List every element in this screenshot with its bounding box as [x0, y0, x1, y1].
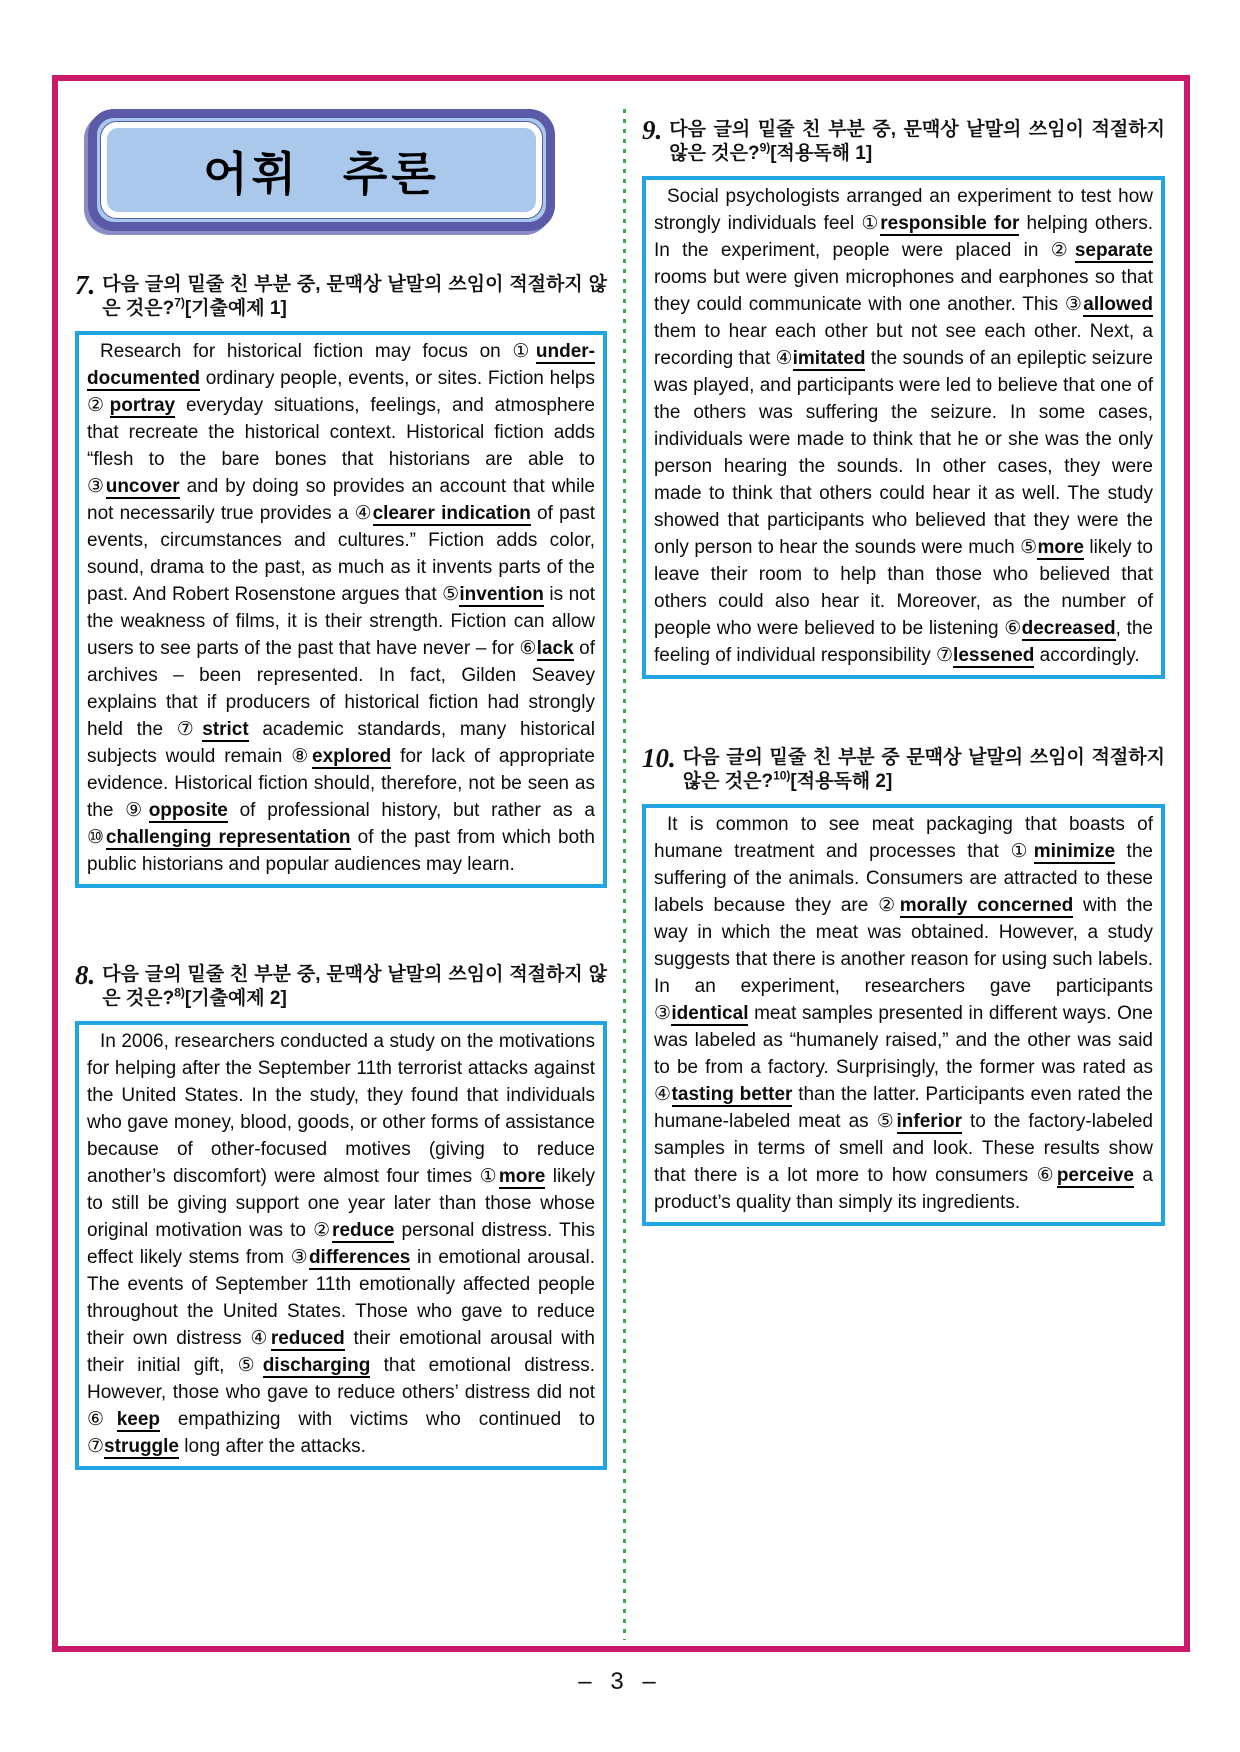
- choice-number: ②: [1050, 240, 1075, 261]
- right-column: [642, 107, 1165, 1226]
- question-9-header: [642, 115, 1165, 166]
- underlined-word: strict: [202, 719, 249, 740]
- question-7-passage-box: [75, 331, 607, 888]
- choice-number: ⑥: [519, 638, 537, 659]
- question-8-prompt: [102, 963, 607, 1011]
- underlined-word: struggle: [104, 1436, 179, 1457]
- choice-number: ③: [87, 476, 106, 497]
- underlined-word: lessened: [953, 645, 1035, 666]
- question-7: [75, 270, 607, 888]
- question-8: [75, 960, 607, 1470]
- choice-number: ②: [878, 895, 900, 916]
- question-8-passage-box: [75, 1021, 607, 1470]
- question-7-header: [75, 270, 607, 321]
- question-7-source-tag: [기출예제 1]: [184, 298, 287, 319]
- question-7-prompt-text: 다음 글의 밑줄 친 부분 중, 문맥상 낱말의 쓰임이 적절하지 않은 것은?: [102, 274, 607, 319]
- question-8-source-tag: [기출예제 2]: [184, 988, 287, 1009]
- section-title-box: [88, 109, 555, 231]
- choice-number: ⑤: [1020, 537, 1038, 558]
- choice-number: ④: [354, 503, 373, 524]
- underlined-word: morally concerned: [899, 895, 1074, 916]
- column-divider: [623, 109, 626, 1640]
- underlined-word: more: [498, 1166, 546, 1187]
- choice-number: ⑧: [291, 746, 313, 767]
- section-title-box-inner: [107, 128, 536, 212]
- question-10: [642, 743, 1165, 1226]
- question-7-passage-text: Research for historical fiction may focus on ①under-documented ordinary people, events, or sites. Fiction helps ②portray everyday situations, feelings, and atmosphere that recreate the historical context. Historical fiction adds “flesh to the bare bones that historians are able to ③uncover and by doing so provides an account that while not necessarily true provides a ④clearer indication of past events, circumstances and cultures.” Fiction adds color, sound, drama to the past, as much as it invents parts of the past. And Robert Rosenstone argues that ⑤invention is not the weakness of films, it is their strength. Fiction can allow users to see parts of the past that have never – for ⑥lack of archives – been represented. In fact, Gilden Seavey explains that if producers of historical fiction had strongly held the ⑦strict academic standards, many historical subjects would remain ⑧explored for lack of appropriate evidence. Historical fiction should, therefore, not be seen as the ⑨opposite of professional history, but rather as a ⑩challenging representation of the past from which both public historians and popular audiences may learn.: [87, 341, 595, 875]
- question-9-passage-box: [642, 176, 1165, 679]
- choice-number: ③: [654, 1003, 672, 1024]
- underlined-word: tasting better: [671, 1084, 793, 1105]
- underlined-word: perceive: [1056, 1165, 1134, 1186]
- question-8-footnote-marker: 8): [174, 985, 185, 1000]
- question-8-passage-text: In 2006, researchers conducted a study on the motivations for helping after the September 11th terrorist attacks against the United States. In the study, they found that individuals who gave money, blood, goods, or other forms of assistance because of other-focused motives (giving to reduce another’s discomfort) were almost four times ①more likely to still be giving support one year later than those whose original motivation was to ②reduce personal distress. This effect likely stems from ③differences in emotional arousal. The events of September 11th emotionally affected people throughout the United States. Those who gave to reduce their own distress ④reduced their emotional arousal with their initial gift, ⑤discharging that emotional distress. However, those who gave to reduce others’ distress did not ⑥keep empathizing with victims who continued to ⑦struggle long after the attacks.: [87, 1031, 595, 1457]
- underlined-word: more: [1037, 537, 1084, 558]
- choice-number: ②: [313, 1220, 333, 1241]
- left-column: [75, 107, 607, 1470]
- underlined-word: uncover: [105, 476, 180, 497]
- choice-number: ⑥: [1004, 618, 1022, 639]
- underlined-word: imitated: [792, 348, 866, 369]
- section-title-box-ring: [100, 121, 543, 219]
- underlined-word: decreased: [1021, 618, 1116, 639]
- question-7-number: 7.: [75, 270, 96, 300]
- question-10-passage-box: [642, 804, 1165, 1226]
- question-9-number: 9.: [642, 115, 663, 145]
- question-8-header: [75, 960, 607, 1011]
- question-10-number: 10.: [642, 743, 676, 773]
- underlined-word: portray: [109, 395, 176, 416]
- question-10-prompt: [683, 746, 1165, 794]
- question-10-header: [642, 743, 1165, 794]
- underlined-word: allowed: [1083, 294, 1153, 315]
- choice-number: ④: [654, 1084, 672, 1105]
- choice-number: ④: [250, 1328, 271, 1349]
- choice-number: ⑤: [442, 584, 460, 605]
- question-9-footnote-marker: 9): [759, 140, 771, 155]
- question-9-source-tag: [적용독해 1]: [770, 143, 873, 164]
- choice-number: ③: [1064, 294, 1084, 315]
- choice-number: ①: [512, 341, 536, 362]
- underlined-word: separate: [1074, 240, 1153, 261]
- underlined-word: lack: [536, 638, 574, 659]
- choice-number: ⑤: [237, 1355, 263, 1376]
- underlined-word: keep: [116, 1409, 160, 1430]
- underlined-word: reduced: [270, 1328, 345, 1349]
- choice-number: ⑦: [936, 645, 954, 666]
- question-7-prompt: [102, 273, 607, 321]
- question-8-prompt-text: 다음 글의 밑줄 친 부분 중, 문맥상 낱말의 쓰임이 적절하지 않은 것은?: [102, 964, 607, 1009]
- underlined-word: challenging representation: [105, 827, 351, 848]
- question-8-number: 8.: [75, 960, 96, 990]
- choice-number: ⑥: [87, 1409, 117, 1430]
- underlined-word: discharging: [262, 1355, 371, 1376]
- choice-number: ⑦: [87, 1436, 105, 1457]
- question-9: [642, 115, 1165, 679]
- underlined-word: clearer indication: [372, 503, 531, 524]
- page-number: – 3 –: [578, 1668, 662, 1695]
- question-9-prompt-text: 다음 글의 밑줄 친 부분 중, 문맥상 낱말의 쓰임이 적절하지 않은 것은?: [669, 119, 1165, 164]
- choice-number: ④: [775, 348, 793, 369]
- question-10-prompt-text: 다음 글의 밑줄 친 부분 중 문맥상 낱말의 쓰임이 적절하지 않은 것은?: [682, 747, 1165, 792]
- page-border: [52, 75, 1190, 1652]
- choice-number: ①: [479, 1166, 499, 1187]
- underlined-word: responsible for: [880, 213, 1020, 234]
- underlined-word: minimize: [1033, 841, 1116, 862]
- choice-number: ⑨: [125, 800, 149, 821]
- question-10-footnote-marker: 10): [773, 768, 791, 783]
- underlined-word: under-documented: [87, 341, 595, 389]
- choice-number: ⑥: [1036, 1165, 1057, 1186]
- underlined-word: invention: [459, 584, 544, 605]
- underlined-word: differences: [308, 1247, 411, 1268]
- question-9-passage-text: Social psychologists arranged an experiment to test how strongly individuals feel ①responsible for helping others. In the experiment, people were placed in ②separate rooms but were given microphones and earphones so that they could communicate with one another. This ③allowed them to hear each other but not see each other. Next, a recording that ④imitated the sounds of an epileptic seizure was played, and participants were led to believe that one of the others was suffering the seizure. In some cases, individuals were made to think that he or she was the only person hearing the sounds. In other cases, they were made to think that others could hear it as well. The study showed that participants who believed that they were the only person to hear the sounds were much ⑤more likely to leave their room to help than those who believed that others could also hear it. Moreover, as the number of people who were believed to be listening ⑥decreased, the feeling of individual responsibility ⑦lessened accordingly.: [654, 186, 1154, 666]
- choice-number: ②: [87, 395, 110, 416]
- underlined-word: identical: [671, 1003, 749, 1024]
- choice-number: ③: [290, 1247, 309, 1268]
- underlined-word: explored: [312, 746, 392, 767]
- choice-number: ①: [861, 213, 881, 234]
- underlined-word: reduce: [332, 1220, 395, 1241]
- choice-number: ⑩: [87, 827, 106, 848]
- underlined-word: inferior: [896, 1111, 962, 1132]
- question-9-prompt: [669, 118, 1165, 166]
- choice-number: ⑦: [176, 719, 203, 740]
- choice-number: ①: [1010, 841, 1034, 862]
- page-title: 어휘 추론: [203, 148, 440, 200]
- underlined-word: opposite: [148, 800, 228, 821]
- question-7-footnote-marker: 7): [174, 295, 185, 310]
- question-10-passage-text: It is common to see meat packaging that boasts of humane treatment and processes that ①minimize the suffering of the animals. Consumers are attracted to these labels because they are ②morally concerned with the way in which the meat was obtained. However, a study suggests that there is another reason for using such labels. In an experiment, researchers gave participants ③identical meat samples presented in different ways. One was labeled as “humanely raised,” and the other was said to be from a factory. Surprisingly, the former was rated as ④tasting better than the latter. Participants even rated the humane-labeled meat as ⑤inferior to the factory-labeled samples in terms of smell and look. These results show that there is a lot more to how consumers ⑥perceive a product’s quality than simply its ingredients.: [654, 814, 1153, 1213]
- question-10-source-tag: [적용독해 2]: [790, 771, 893, 792]
- choice-number: ⑤: [876, 1111, 897, 1132]
